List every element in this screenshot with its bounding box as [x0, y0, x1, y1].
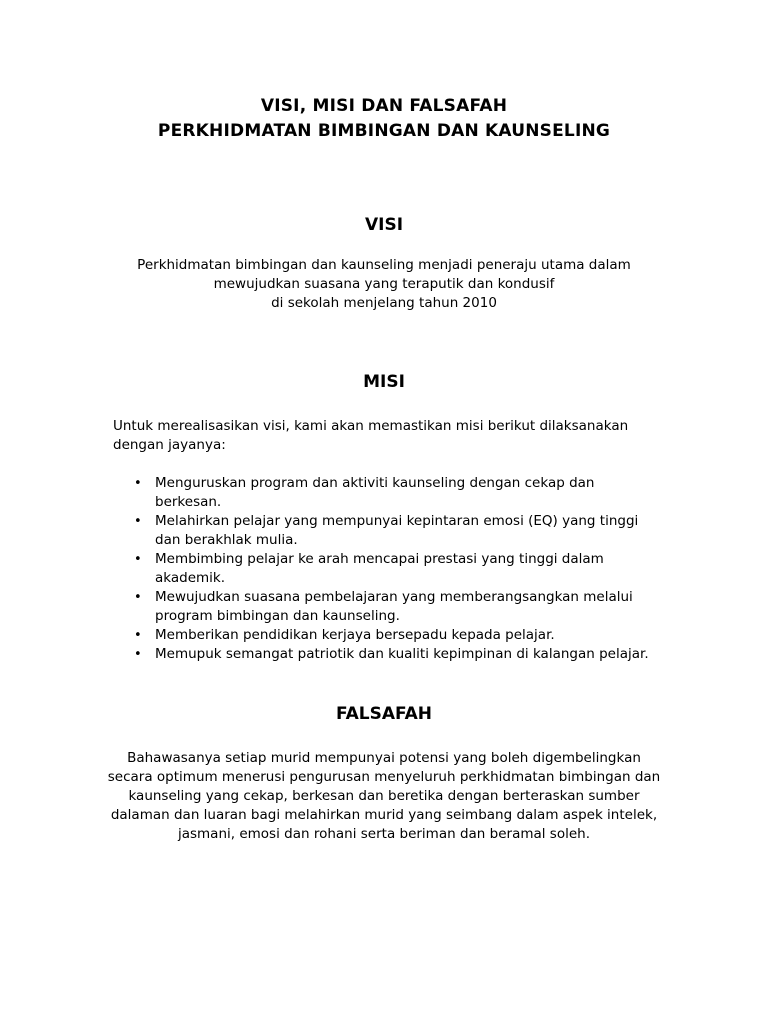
visi-statement — [0, 256, 768, 313]
misi-item-line: Membimbing pelajar ke arah mencapai prestasi yang tinggi dalam — [155, 551, 604, 567]
misi-item-line: Menguruskan program dan aktiviti kaunseling dengan cekap dan — [155, 475, 595, 491]
misi-item-line: berkesan. — [155, 494, 222, 510]
misi-intro-line: Untuk merealisasikan visi, kami akan memastikan misi berikut dilaksanakan — [113, 418, 629, 434]
misi-list-item — [134, 626, 655, 645]
document-title-line-2: PERKHIDMATAN BIMBINGAN DAN KAUNSELING — [157, 121, 611, 141]
falsafah-statement — [0, 749, 768, 844]
falsafah-heading: FALSAFAH — [335, 704, 433, 724]
misi-list — [134, 474, 655, 664]
falsafah-line: dalaman dan luaran bagi melahirkan murid yang seimbang dalam aspek intelek, — [110, 807, 658, 823]
visi-line: mewujudkan suasana yang teraputik dan kondusif — [213, 276, 555, 292]
misi-item-line: Melahirkan pelajar yang mempunyai kepintaran emosi (EQ) yang tinggi — [155, 513, 639, 529]
bullet-icon: • — [134, 647, 142, 662]
falsafah-line: Bahawasanya setiap murid mempunyai potensi yang boleh digembelingkan — [127, 750, 641, 766]
visi-heading: VISI — [364, 215, 404, 235]
misi-item-line: program bimbingan dan kaunseling. — [155, 608, 400, 624]
bullet-icon: • — [134, 476, 142, 491]
misi-item-line: Memupuk semangat patriotik dan kualiti kepimpinan di kalangan pelajar. — [155, 646, 649, 662]
misi-intro — [113, 417, 633, 455]
misi-list-item — [134, 645, 655, 664]
misi-item-line: dan berakhlak mulia. — [155, 532, 298, 548]
misi-list-item — [134, 512, 655, 550]
misi-list-item — [134, 550, 655, 588]
document-title-line-1: VISI, MISI DAN FALSAFAH — [260, 96, 508, 116]
falsafah-line: kaunseling yang cekap, berkesan dan beretika dengan berteraskan sumber — [128, 788, 640, 804]
bullet-icon: • — [134, 514, 142, 529]
misi-item-line: akademik. — [155, 570, 226, 586]
misi-list-item — [134, 588, 655, 626]
misi-heading: MISI — [363, 372, 405, 392]
misi-list-item — [134, 474, 655, 512]
bullet-icon: • — [134, 552, 142, 567]
falsafah-line: jasmani, emosi dan rohani serta beriman dan beramal soleh. — [177, 826, 591, 842]
misi-item-line: Memberikan pendidikan kerjaya bersepadu kepada pelajar. — [155, 627, 555, 643]
falsafah-line: secara optimum menerusi pengurusan menyeluruh perkhidmatan bimbingan dan — [107, 769, 661, 785]
misi-item-line: Mewujudkan suasana pembelajaran yang memberangsangkan melalui — [155, 589, 633, 605]
misi-intro-line: dengan jayanya: — [113, 437, 226, 453]
bullet-icon: • — [134, 628, 142, 643]
visi-line: di sekolah menjelang tahun 2010 — [271, 295, 497, 311]
bullet-icon: • — [134, 590, 142, 605]
visi-line: Perkhidmatan bimbingan dan kaunseling menjadi peneraju utama dalam — [137, 257, 631, 273]
